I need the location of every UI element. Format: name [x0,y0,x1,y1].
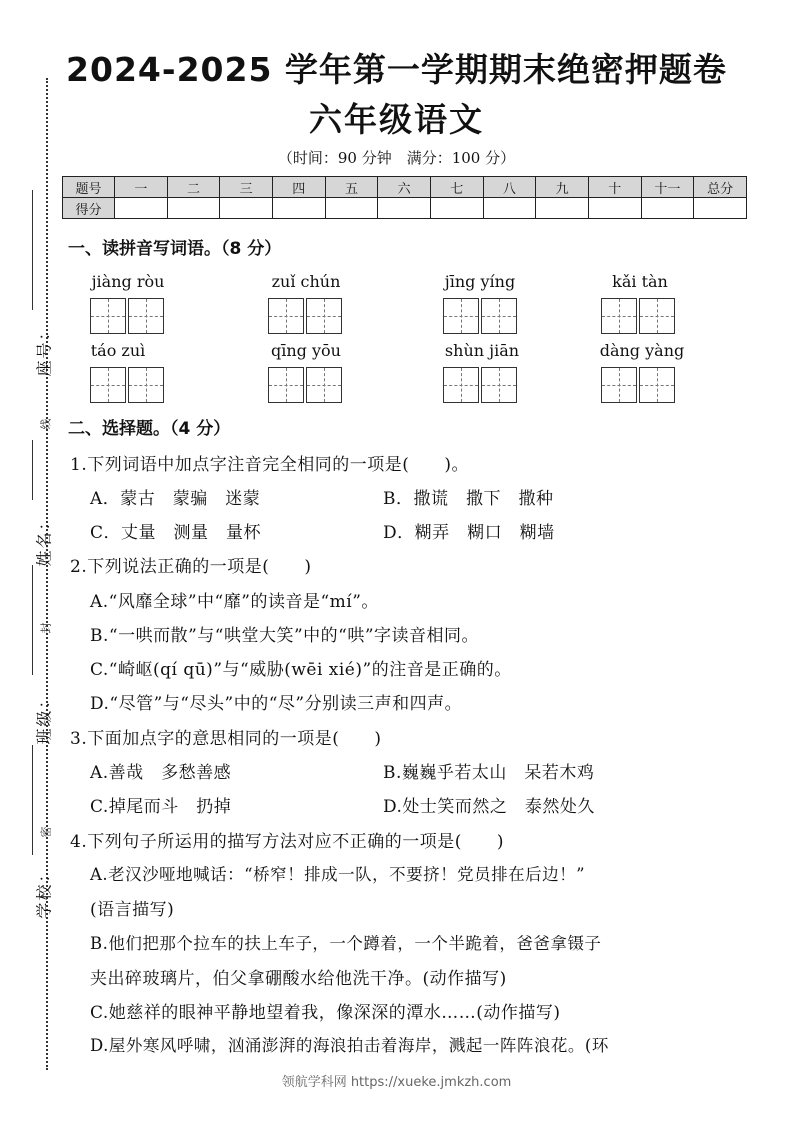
q1-option-b: B．撒谎 撒下 撒种 [383,489,554,509]
score-table-col: 十 [588,177,641,198]
char-grid-cell[interactable] [90,367,126,403]
question-3: 3.下面加点字的意思相同的一项是( ) [70,729,382,749]
score-cell[interactable] [325,198,378,219]
score-table-col: 三 [220,177,273,198]
score-table-col: 二 [167,177,220,198]
q3-option-b: B.巍巍乎若太山 呆若木鸡 [383,763,595,783]
seat-label: 座号： [34,322,54,377]
q1-option-a: A．蒙古 蒙骗 迷蒙 [90,489,261,509]
pinyin-label: jīng yíng [444,272,516,291]
q4-option-b-cont: 夹出碎玻璃片，伯父拿硼酸水给他洗干净。(动作描写) [90,969,507,989]
school-blank-line [32,745,33,855]
binding-mark-mi: 密 [39,826,53,838]
q2-option-b: B.“一哄而散”与“哄堂大笑”中的“哄”字读音相同。 [90,626,480,646]
q4-option-a-cont: (语言描写) [90,900,175,920]
q4-option-b: B.他们把那个拉车的扶上车子，一个蹲着，一个半跪着，爸爸拿镊子 [90,934,602,953]
score-cell[interactable] [483,198,536,219]
char-grid-cell[interactable] [443,298,479,334]
char-grid-cell[interactable] [268,367,304,403]
name-blank-line [32,440,33,500]
char-grid-cell[interactable] [639,298,675,334]
score-cell[interactable] [536,198,589,219]
score-table-header-row [63,177,747,198]
score-cell[interactable] [641,198,694,219]
pinyin-label: jiàng ròu [91,272,165,291]
footer-watermark: 领航学科网 https://xueke.jmkzh.com [281,1075,512,1090]
char-grid-cell[interactable] [639,367,675,403]
score-table-col: 四 [272,177,325,198]
q4-option-c: C.她慈祥的眼神平静地望着我，像深深的潭水……(动作描写) [90,1003,561,1023]
binding-mark-feng: 封 [39,622,53,634]
q2-option-c: C.“崎岖(qí qū)”与“威胁(wēi xié)”的注音是正确的。 [90,660,512,680]
char-grid-cell[interactable] [601,298,637,334]
score-cell[interactable] [115,198,168,219]
section1-title: 一、读拼音写词语。（8 分） [68,239,282,259]
q1-option-c: C．丈量 测量 量杯 [90,523,262,543]
seat-blank-line [32,190,33,310]
char-grid-cell[interactable] [128,367,164,403]
char-grid-pair[interactable] [443,367,519,403]
char-grid-pair[interactable] [90,367,166,403]
score-cell[interactable] [167,198,220,219]
binding-mark-xian: 线 [39,418,53,430]
exam-subject: 六年级语文 [309,100,484,139]
char-grid-cell[interactable] [128,298,164,334]
q2-option-d: D.“尽管”与“尽头”中的“尽”分别读三声和四声。 [90,694,463,714]
section2-title: 二、选择题。（4 分） [68,419,231,439]
char-grid-pair[interactable] [443,298,519,334]
char-grid-cell[interactable] [306,298,342,334]
score-table [62,176,747,219]
question-4: 4.下列句子所运用的描写方法对应不正确的一项是( ) [70,832,504,852]
score-cell[interactable] [588,198,641,219]
q3-option-c: C.掉尾而斗 扔掉 [90,797,232,817]
score-table-row-label: 得分 [63,198,115,219]
score-table-col: 一 [115,177,168,198]
question-1: 1.下列词语中加点字注音完全相同的一项是( )。 [70,455,469,475]
score-cell[interactable] [694,198,747,219]
char-grid-cell[interactable] [601,367,637,403]
score-table-col: 七 [430,177,483,198]
class-blank-line [32,565,33,675]
q3-option-d: D.处士笑而然之 泰然处久 [383,797,595,817]
score-table-col: 九 [536,177,589,198]
q1-option-d: D．糊弄 糊口 糊墙 [383,523,555,543]
char-grid-pair[interactable] [268,298,344,334]
q4-option-a: A.老汉沙哑地喊话：“桥窄！排成一队，不要挤！党员排在后边！” [90,865,586,884]
char-grid-cell[interactable] [90,298,126,334]
q4-option-d: D.屋外寒风呼啸，汹涌澎湃的海浪拍击着海岸，溅起一阵阵浪花。(环 [90,1036,609,1055]
score-table-col: 六 [378,177,431,198]
name-label: 姓名： [34,512,54,567]
score-table-score-row [63,198,747,219]
school-label: 学校： [34,864,54,919]
char-grid-cell[interactable] [481,367,517,403]
question-2: 2.下列说法正确的一项是( ) [70,557,312,577]
pinyin-label: táo zuì [90,341,146,360]
score-table-row-label: 题号 [63,177,115,198]
char-grid-cell[interactable] [306,367,342,403]
char-grid-pair[interactable] [268,367,344,403]
char-grid-pair[interactable] [601,298,677,334]
score-cell[interactable] [378,198,431,219]
score-table-col: 五 [325,177,378,198]
exam-meta: （时间：90 分钟 满分：100 分） [277,149,516,167]
score-cell[interactable] [430,198,483,219]
pinyin-label: kǎi tàn [612,272,668,291]
score-table-col: 十一 [641,177,694,198]
char-grid-pair[interactable] [90,298,166,334]
pinyin-label: zuǐ chún [271,272,341,291]
char-grid-pair[interactable] [601,367,677,403]
score-cell[interactable] [272,198,325,219]
score-cell[interactable] [220,198,273,219]
score-table-col: 八 [483,177,536,198]
pinyin-label: shùn jiān [444,341,520,360]
score-table-col: 总分 [694,177,747,198]
q2-option-a: A.“风靡全球”中“靡”的读音是“mí”。 [90,592,379,612]
char-grid-cell[interactable] [443,367,479,403]
char-grid-cell[interactable] [268,298,304,334]
pinyin-label: dàng yàng [599,341,685,360]
q3-option-a: A.善哉 多愁善感 [90,763,232,783]
exam-title: 2024-2025 学年第一学期期末绝密押题卷 [66,50,727,89]
char-grid-cell[interactable] [481,298,517,334]
pinyin-label: qīng yōu [271,341,341,360]
binding-dotted-line [46,78,48,1070]
class-label: 班级： [34,690,54,745]
